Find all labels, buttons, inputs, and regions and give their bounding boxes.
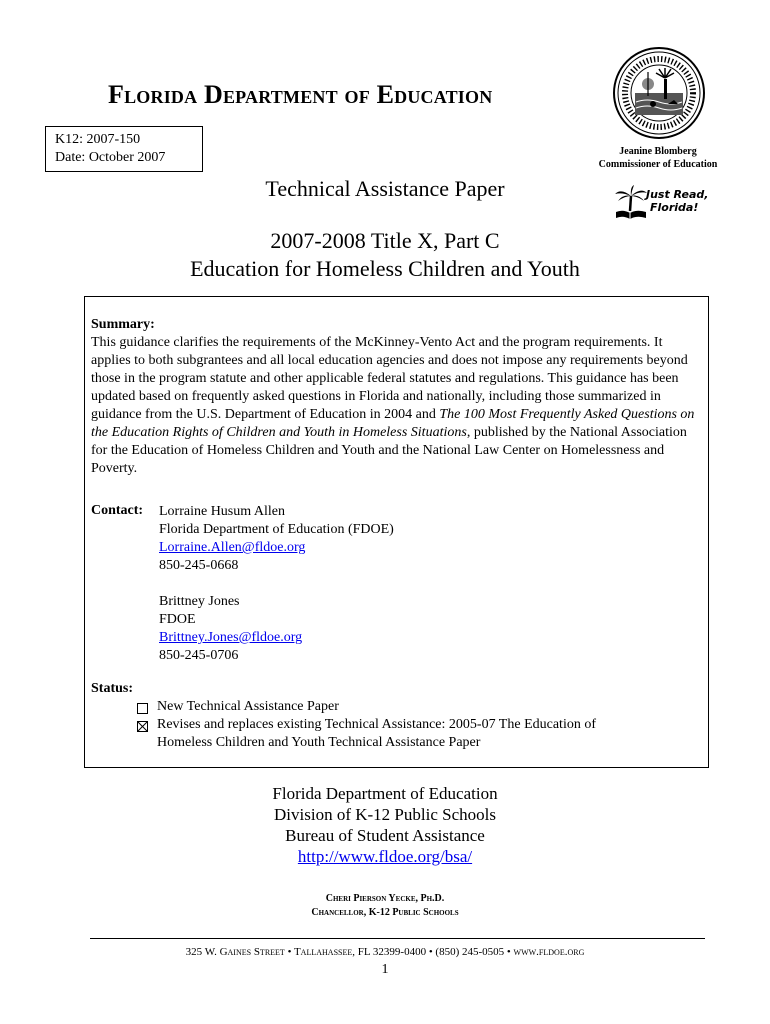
status-label: Status: [91, 681, 134, 696]
revises-paper-checkbox[interactable] [137, 721, 148, 732]
status-option-revises-line1: Revises and replaces existing Technical Assistance: 2005-07 The Education of [157, 717, 596, 732]
contact-name: Brittney Jones [159, 594, 240, 609]
contact-phone: 850-245-0706 [159, 648, 239, 663]
status-option-new: New Technical Assistance Paper [157, 699, 339, 714]
contact-name: Lorraine Husum Allen [159, 504, 285, 519]
footer-url-wrap [0, 846, 770, 867]
palm-book-icon [613, 184, 649, 222]
just-read-florida-logo [613, 184, 709, 222]
new-paper-checkbox[interactable] [137, 703, 148, 714]
paper-title-line1: 2007-2008 Title X, Part C [270, 228, 500, 253]
status-option-revises-line2: Homeless Children and Youth Technical Assistance Paper [157, 735, 481, 750]
commissioner-block [585, 145, 731, 171]
footer-url-link[interactable]: http://www.fldoe.org/bsa/ [297, 847, 473, 866]
reference-date: Date: October 2007 [55, 150, 166, 165]
contact-phone: 850-245-0668 [159, 558, 239, 573]
summary-text [91, 334, 703, 478]
chancellor-name: Cheri Pierson Yecke, Ph.D. [325, 893, 445, 904]
logo-text-line1: Just Read, [646, 188, 709, 201]
commissioner-name: Jeanine Blomberg [619, 146, 697, 157]
paper-title-line2: Education for Homeless Children and Youth [190, 256, 580, 281]
chancellor-title: Chancellor, K-12 Public Schools [311, 907, 459, 918]
logo-text-line2: Florida! [650, 201, 699, 214]
commissioner-role: Commissioner of Education [598, 159, 718, 170]
footer-divider [90, 938, 705, 939]
footer-division: Division of K-12 Public Schools [274, 805, 496, 824]
summary-text-part1: This guidance clarifies the requirements of the McKinney-Vento Act and the program requirements. It applies to both subgrantees and all local education agencies and does not impose any requirements beyond those in the program statute and other applicable federal statutes and regulations. This guidance has been updated based on frequently asked questions in Florida and nationally, including those summarized in guidance from the U.S. Department of Education in 2004 and [91, 335, 688, 422]
footer-department: Florida Department of Education [272, 784, 498, 803]
contact-email-link[interactable]: Brittney.Jones@fldoe.org [159, 630, 303, 645]
document-type: Technical Assistance Paper [265, 176, 505, 201]
contact-label: Contact: [91, 503, 144, 518]
reference-number: K12: 2007-150 [55, 132, 141, 147]
state-seal-icon [612, 46, 706, 140]
summary-heading: Summary: [91, 317, 155, 332]
footer-address: 325 W. Gaines Street • Tallahassee, FL 32399-0400 • (850) 245-0505 • www.fldoe.org [185, 946, 585, 958]
contact-email-link[interactable]: Lorraine.Allen@fldoe.org [159, 540, 306, 555]
contact-org: FDOE [159, 612, 196, 627]
summary-text-part2: , published by the National Association for the Education of Homeless Children and Youth and the National Law Center on Homelessness and Poverty. [91, 425, 687, 476]
summary-publication-title: The 100 Most Frequently Asked Questions on the Education Rights of Children and Youth in Homeless Situations [91, 407, 695, 440]
page-number: 1 [381, 962, 389, 977]
contact-org: Florida Department of Education (FDOE) [159, 522, 394, 537]
department-title: Florida Department of Education [108, 80, 493, 109]
reference-box [45, 126, 203, 172]
footer-bureau: Bureau of Student Assistance [285, 826, 485, 845]
